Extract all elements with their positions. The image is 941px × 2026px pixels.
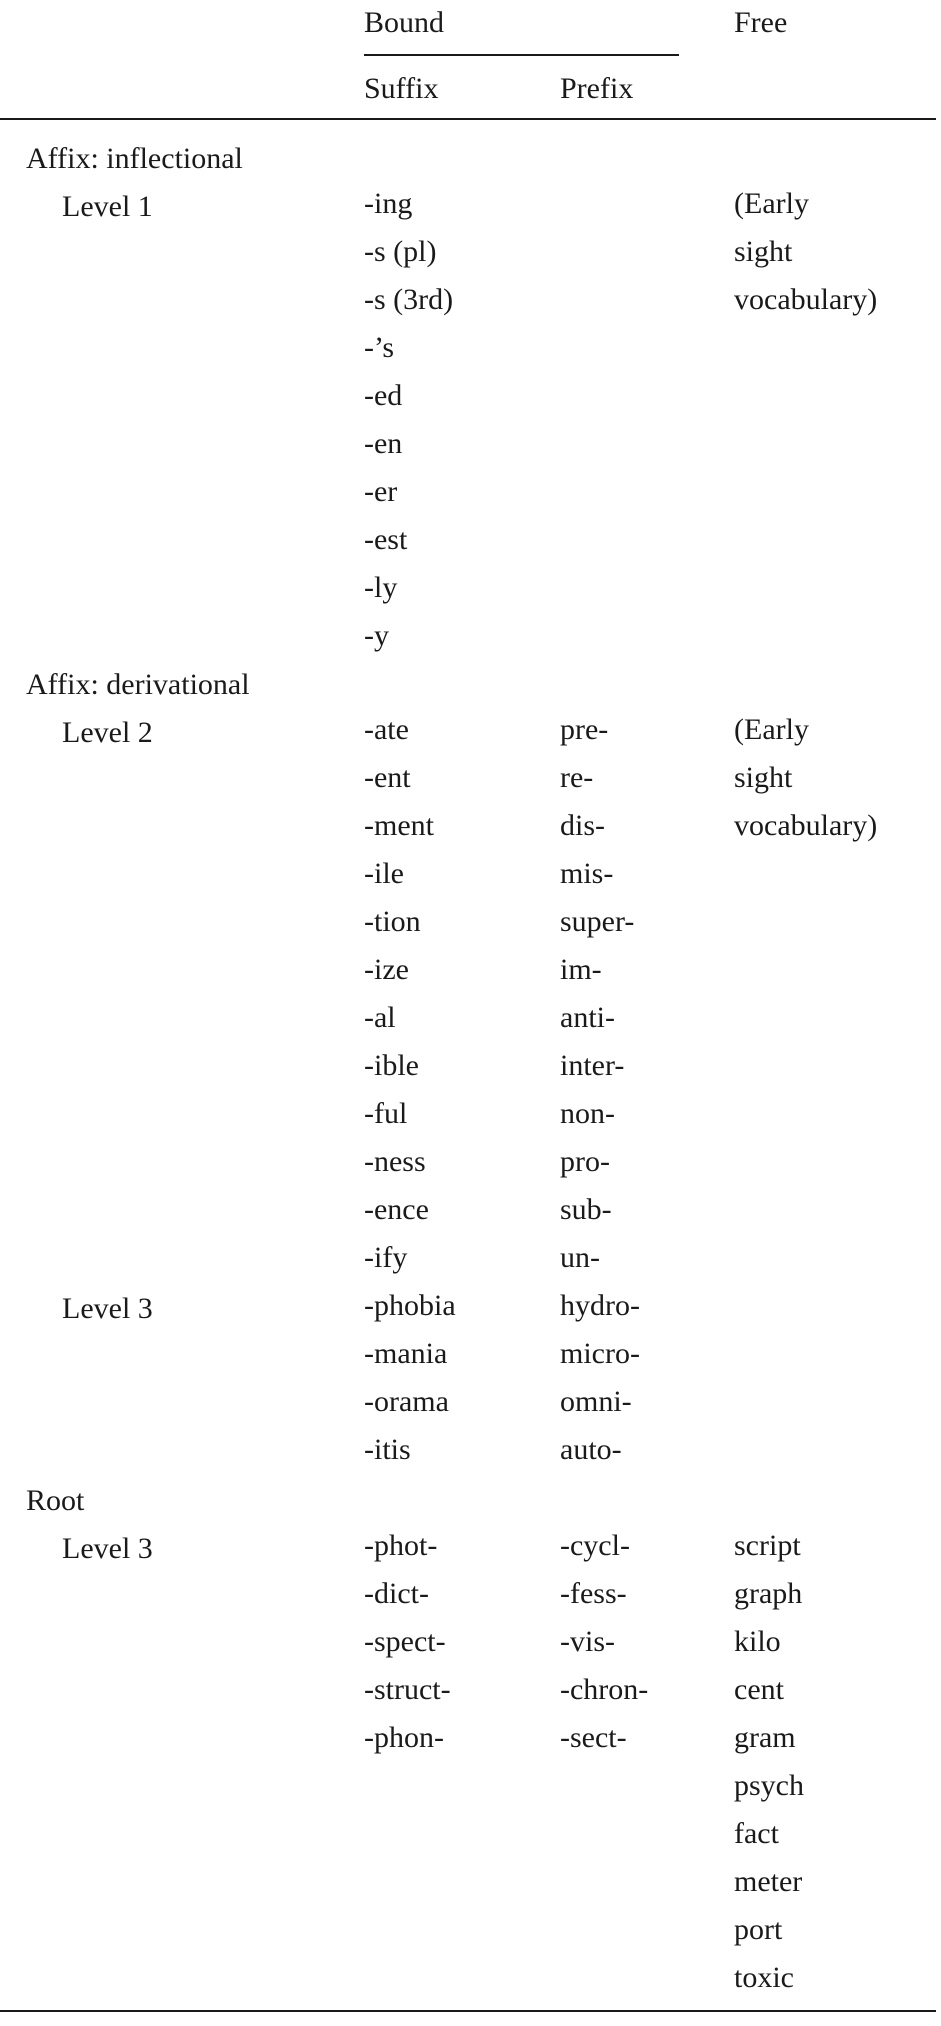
list-item: -tion [364,905,421,938]
list-item: graph [734,1577,803,1610]
row-label-level-3: Level 3 [62,1292,153,1325]
list-item: -phon- [364,1721,444,1754]
list-item: -ment [364,809,434,842]
list-derivational-level3-prefix [560,1282,640,1474]
list-derivational-level3-suffix [364,1282,456,1474]
row-label-root-level-3: Level 3 [62,1532,153,1565]
list-item: pre- [560,713,609,746]
list-item: micro- [560,1337,640,1370]
list-item: -orama [364,1385,449,1418]
list-item: cent [734,1673,784,1706]
list-item: -fess- [560,1577,627,1610]
header-bound: Bound [364,6,445,39]
header-free: Free [734,6,788,39]
list-item: -ness [364,1145,426,1178]
list-item: re- [560,761,594,794]
list-inflectional-level1-free [734,180,877,324]
list-item: port [734,1913,783,1946]
section-label-root: Root [26,1484,85,1517]
list-item: -ify [364,1241,408,1274]
list-item: -phobia [364,1289,456,1322]
list-item: -y [364,619,389,652]
list-item: -ed [364,379,403,412]
list-derivational-level2-free [734,706,877,850]
list-item: -en [364,427,403,460]
list-item: -ly [364,571,398,604]
list-item: vocabulary) [734,283,878,316]
list-item: -itis [364,1433,411,1466]
list-item: super- [560,905,635,938]
list-item: auto- [560,1433,622,1466]
list-item: sub- [560,1193,612,1226]
list-item: -chron- [560,1673,649,1706]
list-item: kilo [734,1625,781,1658]
list-item: -ence [364,1193,429,1226]
list-item: -ible [364,1049,419,1082]
row-label-level-1: Level 1 [62,190,153,223]
list-item: -s (pl) [364,235,437,268]
list-item: sight [734,761,793,794]
list-item: -phot- [364,1529,438,1562]
section-label-inflectional: Affix: inflectional [26,142,243,175]
list-item: -dict- [364,1577,429,1610]
row-label-level-2: Level 2 [62,716,153,749]
list-item: gram [734,1721,796,1754]
list-root-level3-suffix [364,1522,451,1762]
list-item: -vis- [560,1625,615,1658]
list-inflectional-level1-suffix [364,180,453,660]
list-item: -struct- [364,1673,451,1706]
list-item: -spect- [364,1625,446,1658]
list-item: -ize [364,953,409,986]
list-item: vocabulary) [734,809,878,842]
list-root-level3-prefix [560,1522,648,1762]
list-item: -ful [364,1097,408,1130]
list-item: hydro- [560,1289,640,1322]
list-item: -ate [364,713,409,746]
list-item: pro- [560,1145,610,1178]
list-item: psych [734,1769,804,1802]
list-item: dis- [560,809,605,842]
list-item: omni- [560,1385,632,1418]
bound-underline [364,54,679,56]
list-root-level3-free [734,1522,804,2002]
list-item: im- [560,953,602,986]
section-label-derivational: Affix: derivational [26,668,250,701]
list-item: non- [560,1097,615,1130]
bottom-rule [0,2010,936,2012]
list-item: -s (3rd) [364,283,454,316]
list-item: meter [734,1865,803,1898]
header-rule [0,118,936,120]
list-item: -sect- [560,1721,627,1754]
header-suffix: Suffix [364,72,439,105]
list-item: mis- [560,857,614,890]
list-item: (Early [734,187,809,220]
list-item: -est [364,523,408,556]
list-derivational-level2-prefix [560,706,634,1282]
list-item: -mania [364,1337,448,1370]
list-item: anti- [560,1001,615,1034]
list-item: -’s [364,331,394,364]
list-item: un- [560,1241,600,1274]
list-item: script [734,1529,801,1562]
list-item: inter- [560,1049,625,1082]
list-item: toxic [734,1961,794,1994]
list-item: (Early [734,713,809,746]
list-item: -ent [364,761,411,794]
list-item: -cycl- [560,1529,630,1562]
list-item: sight [734,235,793,268]
list-item: -al [364,1001,396,1034]
list-item: -ing [364,187,413,220]
list-item: -er [364,475,398,508]
list-derivational-level2-suffix [364,706,434,1282]
header-prefix: Prefix [560,72,634,105]
list-item: -ile [364,857,404,890]
list-item: fact [734,1817,779,1850]
